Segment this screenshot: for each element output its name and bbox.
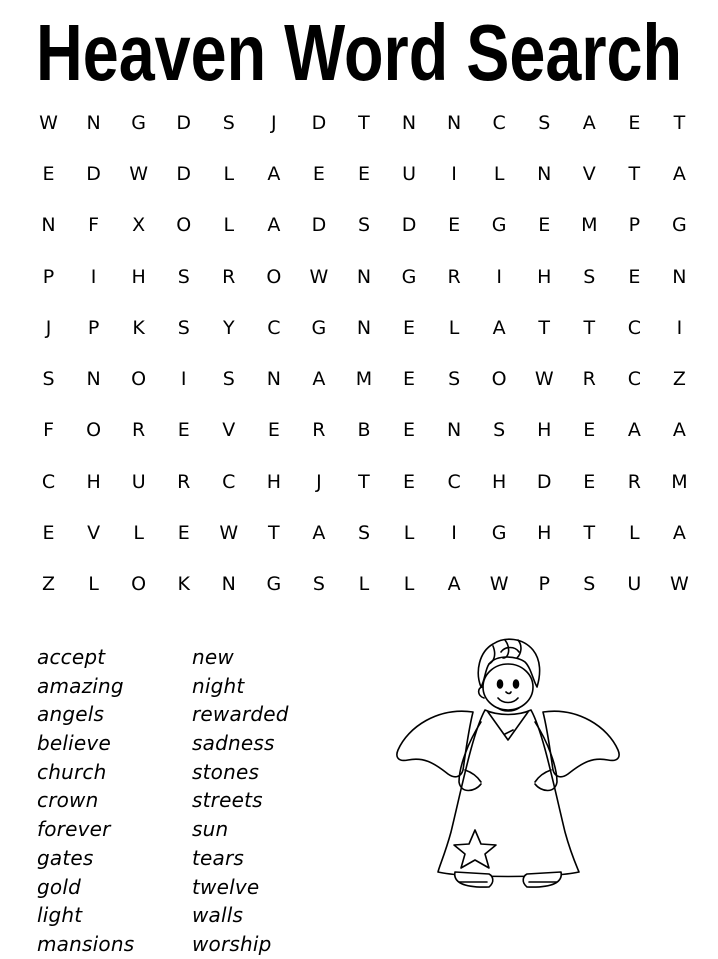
grid-letter: U [131,470,146,493]
grid-letter: C [222,470,236,493]
grid-letter: O [131,368,147,391]
grid-letter: I [451,522,457,545]
grid-letter: E [42,522,55,545]
grid-letter: C [492,111,506,134]
grid-letter: N [446,419,462,442]
grid-letter: S [312,573,325,596]
grid-letter: J [271,111,277,134]
grid-letter: L [223,214,235,237]
grid-letter: J [316,470,322,493]
grid-letter: G [266,573,282,596]
grid-letter: N [356,316,372,339]
grid-letter: H [86,470,101,493]
grid-letter: A [312,522,326,545]
grid-letter: N [537,162,552,185]
grid-letter: E [357,162,370,185]
grid-letter: P [87,316,100,339]
grid-letter: A [672,419,686,442]
word-list-item: believe [37,731,111,756]
grid-letter: M [581,214,598,237]
grid-letter: F [88,214,100,237]
grid-letter: P [42,265,55,288]
grid-letter: L [133,522,144,545]
grid-letter: H [537,265,552,288]
grid-letter: G [311,316,327,339]
grid-letter: N [266,368,281,391]
grid-letter: W [39,111,58,134]
grid-letter: S [448,368,461,391]
grid-row [26,405,702,456]
grid-letter: L [493,162,505,185]
grid-letter: E [403,470,416,493]
grid-letter: E [403,368,416,391]
grid-letter: Y [222,316,235,339]
grid-letter: L [448,316,460,339]
word-list-item: walls [192,903,244,928]
grid-letter: T [583,522,596,545]
grid-letter: J [45,316,52,339]
grid-row [26,97,702,148]
grid-letter: R [132,419,146,442]
grid-letter: H [492,470,507,493]
grid-letter: H [537,419,552,442]
grid-letter: R [447,265,461,288]
grid-letter: D [86,162,101,185]
grid-letter: W [534,368,554,391]
grid-letter: H [537,522,552,545]
grid-letter: U [627,573,642,596]
word-list-item: sadness [192,731,275,756]
grid-letter: R [312,419,326,442]
grid-letter: T [268,522,280,545]
grid-letter: G [672,214,687,237]
grid-letter: L [358,573,370,596]
grid-letter: C [41,470,56,493]
word-list-item: tears [192,845,245,870]
word-list-column-1 [37,643,134,959]
grid-letter: E [628,111,641,134]
grid-letter: R [177,470,191,493]
grid-letter: W [129,162,149,185]
word-list-item: gates [37,845,94,870]
grid-letter: E [177,419,190,442]
grid-letter: D [311,111,327,134]
grid-row [26,353,702,404]
word-list-item: rewarded [192,702,289,727]
grid-letter: T [628,162,641,185]
grid-letter: T [583,316,596,339]
word-list-item: light [37,903,83,928]
word-list-item: new [192,645,234,669]
grid-letter: W [670,573,689,596]
grid-row [26,200,702,251]
grid-letter: H [131,265,146,288]
grid-letter: W [489,573,509,596]
grid-letter: D [176,162,192,185]
grid-letter: H [266,470,281,493]
grid-letter: P [628,214,641,237]
grid-letter: F [43,419,54,442]
grid-letter: I [496,265,502,288]
word-list-item: amazing [37,673,124,698]
grid-letter: L [629,522,640,545]
grid-letter: S [538,111,551,134]
grid-row [26,456,702,507]
grid-letter: X [132,214,146,237]
word-list-item: accept [37,645,106,669]
grid-letter: N [356,265,372,288]
grid-letter: R [222,265,236,288]
word-list-item: worship [192,931,272,956]
grid-letter: S [222,368,235,391]
grid-letter: G [491,214,507,237]
grid-letter: B [357,419,371,442]
grid-letter: U [402,162,416,185]
word-list-item: twelve [192,874,260,899]
grid-letter: S [177,316,190,339]
grid-letter: R [582,368,596,391]
grid-letter: E [403,316,416,339]
grid-letter: O [491,368,507,391]
grid-letter: T [358,111,370,134]
word-list-item: forever [37,817,111,842]
grid-letter: I [180,368,187,391]
grid-letter: C [447,470,461,493]
grid-letter: A [447,573,461,596]
grid-row [26,251,702,302]
grid-letter: S [222,111,235,134]
grid-letter: P [538,573,550,596]
grid-letter: E [448,214,461,237]
grid-letter: C [627,368,641,391]
grid-letter: L [403,522,415,545]
grid-letter: M [671,470,688,493]
grid-letter: G [401,265,417,288]
grid-letter: D [536,470,552,493]
grid-letter: N [41,214,56,237]
grid-letter: M [355,368,373,391]
grid-letter: O [86,419,102,442]
letter-grid [26,97,702,610]
grid-letter: A [672,522,686,545]
grid-letter: T [538,316,551,339]
grid-letter: L [403,573,415,596]
grid-letter: I [90,265,97,288]
grid-letter: N [672,265,687,288]
word-list-item: night [192,673,245,698]
grid-letter: S [583,265,596,288]
grid-letter: A [672,162,686,185]
page-title-text: Heaven Word Search [36,8,682,96]
grid-letter: R [627,470,641,493]
grid-letter: E [267,419,280,442]
angel-illustration [393,632,653,902]
word-list-item: stones [192,759,260,784]
grid-letter: E [583,419,596,442]
grid-letter: V [582,162,596,185]
grid-row [26,148,702,199]
grid-letter: W [309,265,329,288]
word-list-item: crown [37,788,99,813]
grid-letter: O [131,573,147,596]
grid-letter: G [131,111,147,134]
grid-letter: E [628,265,641,288]
grid-letter: C [627,316,641,339]
grid-letter: Z [672,368,686,391]
grid-letter: A [492,316,506,339]
grid-letter: Z [42,573,56,596]
grid-letter: L [88,573,99,596]
grid-letter: T [358,470,370,493]
word-list-column-2 [192,643,289,959]
word-list-item: church [37,759,107,784]
grid-letter: V [222,419,236,442]
grid-letter: G [491,522,507,545]
grid-letter: S [42,368,55,391]
grid-letter: O [266,265,282,288]
grid-letter: A [267,214,281,237]
grid-letter: S [177,265,190,288]
word-list-item: mansions [37,931,135,956]
grid-letter: D [311,214,327,237]
grid-letter: S [357,522,370,545]
grid-letter: A [267,162,281,185]
grid-row [26,507,702,558]
grid-letter: D [176,111,192,134]
grid-letter: E [42,162,55,185]
grid-letter: S [493,419,506,442]
grid-letter: N [446,111,462,134]
grid-letter: A [312,368,326,391]
grid-letter: L [223,162,235,185]
grid-letter: T [673,111,686,134]
grid-letter: A [582,111,596,134]
word-list-item: streets [192,788,263,813]
page-title [0,0,718,96]
grid-letter: E [583,470,596,493]
grid-letter: S [583,573,596,596]
word-list-item: gold [37,874,81,899]
grid-letter: S [357,214,370,237]
grid-letter: N [221,573,236,596]
grid-letter: E [177,522,190,545]
grid-letter: C [267,316,281,339]
grid-letter: O [176,214,192,237]
grid-letter: E [312,162,325,185]
grid-letter: E [538,214,551,237]
grid-letter: I [676,316,683,339]
grid-letter: V [87,522,101,545]
word-list-item: sun [192,817,229,842]
grid-letter: K [132,316,145,339]
grid-letter: E [403,419,416,442]
grid-row [26,559,702,610]
grid-letter: K [177,573,190,596]
grid-letter: W [219,522,239,545]
word-list-item: angels [37,702,105,727]
grid-letter: A [627,419,641,442]
grid-letter: N [86,368,101,391]
grid-letter: N [401,111,417,134]
grid-letter: N [86,111,101,134]
grid-row [26,302,702,353]
grid-letter: I [451,162,457,185]
grid-letter: D [401,214,417,237]
